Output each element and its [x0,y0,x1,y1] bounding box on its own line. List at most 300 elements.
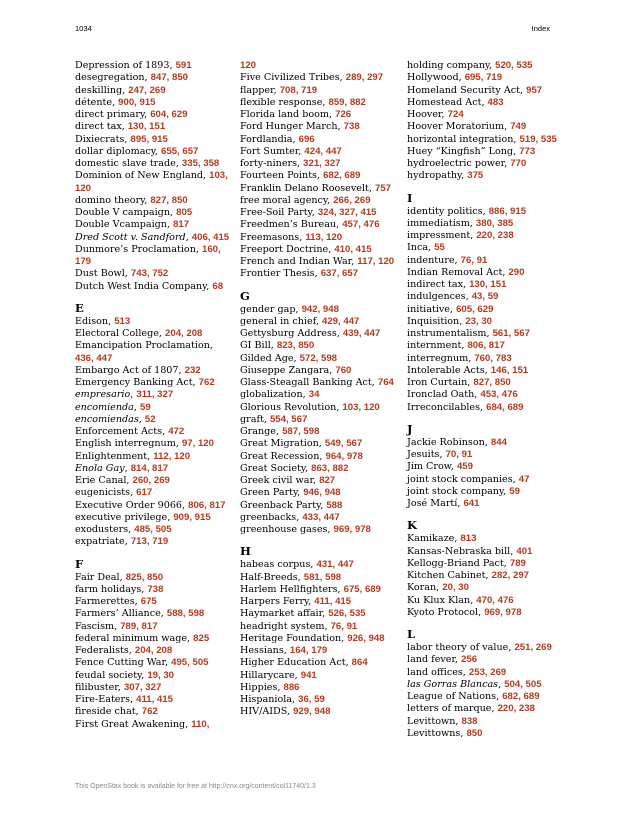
page-reference-link[interactable]: 519, 535 [519,133,557,145]
page-reference-link[interactable]: 290 [508,266,525,278]
page-reference-link[interactable]: 251, 269 [514,642,552,653]
page-reference-link[interactable]: 20, 30 [442,582,469,594]
page-reference-link[interactable]: 256 [461,654,478,666]
page-reference-link[interactable]: 859, 882 [328,96,366,108]
page-reference-link[interactable]: 827, 850 [150,194,188,206]
page-reference-link[interactable]: 247, 269 [128,84,166,96]
index-entry [75,512,231,524]
page-reference-link[interactable]: 485, 505 [134,524,172,535]
index-term: Irreconcilables, [407,401,487,413]
page-reference-link[interactable]: 411, 415 [314,596,352,607]
page-reference-link[interactable]: 806, 817 [188,499,226,511]
page-reference-link[interactable]: 900, 915 [118,96,156,108]
index-entry [75,451,231,463]
index-entry [240,316,400,328]
index-term: French and Indian War, [240,256,358,267]
index-entry [240,170,400,182]
page-reference-link[interactable]: 572, 598 [299,352,338,364]
index-term: forty-niners, [240,158,304,169]
page-reference-link[interactable]: 762 [198,377,215,388]
page-reference-link[interactable]: 76, 91 [330,620,358,632]
index-term: Florida land boom, [240,109,336,120]
page-reference-link[interactable]: 708, 719 [279,84,318,96]
index-letter-heading: I [407,190,413,205]
index-term: Frontier Thesis, [240,268,321,280]
page-reference-link[interactable]: 76, 91 [460,254,488,266]
page-reference-link[interactable]: 587, 598 [282,426,320,437]
page-reference-link[interactable]: 103, 120 [342,401,380,413]
page-reference-link[interactable]: 814, 817 [130,462,169,474]
index-entry [75,438,231,450]
index-entry [240,377,400,389]
page-reference-link[interactable]: 110, [191,718,210,730]
index-term: Inquisition, [407,315,466,327]
index-term: Great Society, [240,462,312,474]
index-separator: , [138,413,145,425]
index-term: Koran, [407,582,443,594]
page-reference-link[interactable]: 757 [374,182,391,194]
index-term: Dixiecrats, [75,133,131,145]
page-reference-link[interactable]: 19, 30 [147,669,174,681]
index-term: Freeport Doctrine, [240,243,335,255]
index-term: Dunmore’s Proclamation, [75,243,202,255]
page-reference-link[interactable]: 749 [510,121,527,133]
index-term: Fort Sumter, [240,145,305,157]
index-entry [75,524,231,536]
page-reference-link[interactable]: 825, 850 [125,571,164,583]
index-term: habeas corpus, [240,559,317,571]
index-term: Double V campaign, [75,207,177,218]
index-entry [407,402,559,414]
index-term: Fence Cutting War, [75,657,172,669]
page-reference-link[interactable]: 773 [519,145,536,157]
page-reference-link[interactable]: 70, 91 [445,449,473,460]
index-entry [240,85,400,97]
page-reference-link[interactable]: 289, 297 [345,72,384,84]
page-reference-link[interactable]: 146, 151 [490,364,529,376]
index-term: Hoover, [407,109,448,120]
index-term: Ford Hunger March, [240,121,344,133]
index-entry [407,146,559,158]
page-reference-link[interactable]: 806, 817 [467,340,505,352]
page-reference-link[interactable]: 549, 567 [324,438,363,450]
page-reference-link[interactable]: 260, 269 [132,475,170,486]
index-letter-heading: J [407,421,413,436]
index-entry [407,498,559,510]
page-reference-link[interactable]: 724 [447,109,464,120]
index-term: joint stock company, [407,485,510,497]
page-reference-link[interactable]: 112, 120 [153,450,191,462]
page-reference-link[interactable]: 617 [136,487,153,499]
index-entry [407,365,559,377]
page-reference-link[interactable]: 682, 689 [502,691,540,702]
page-title: Index [531,24,550,33]
index-term: eugenicists, [75,487,137,499]
index-entry [407,340,559,352]
index-term: Dominion of New England, [75,170,210,182]
index-term: Kyoto Protocol, [407,606,485,618]
page-reference-link[interactable]: 117, 120 [357,256,395,267]
page-reference-link[interactable]: 424, 447 [304,145,342,157]
page-reference-link[interactable]: 59 [140,401,151,413]
index-letter-heading: H [240,544,251,559]
index-entry [407,304,559,316]
index-entry [75,536,231,548]
index-term: gender gap, [240,303,302,315]
page-reference-link[interactable]: 655, 657 [161,145,199,157]
page-reference-link[interactable]: 55 [434,242,445,254]
index-entry [240,414,400,426]
index-entry [407,85,559,97]
index-term: Kansas-Nebraska bill, [407,545,517,557]
page-reference-link[interactable]: 764 [377,377,394,388]
index-entry [75,719,231,731]
index-entry [240,572,400,584]
page-reference-link[interactable]: 957 [526,84,543,96]
index-separator: , [124,462,131,474]
index-term: initiative, [407,303,457,315]
index-entry [407,533,559,545]
index-entry [75,170,231,195]
page-reference-link[interactable]: 588, 598 [166,608,205,620]
page-reference-link[interactable]: 429, 447 [322,315,360,327]
page-reference-link[interactable]: 23, 30 [465,315,493,327]
page-reference-link[interactable]: 459 [456,461,473,473]
page-reference-link[interactable]: 886 [283,681,300,693]
index-entry [240,256,400,268]
page-reference-link[interactable]: 43, 59 [471,291,499,303]
index-entry [240,219,400,231]
index-term: Hillarycare, [240,669,301,681]
page-reference-link[interactable]: 204, 208 [165,328,203,339]
page-reference-link[interactable]: 805 [176,207,193,218]
index-entry [75,670,231,682]
index-entry [75,60,231,72]
index-term: Giuseppe Zangara, [240,364,336,376]
page-reference-link[interactable]: 472 [168,426,185,437]
page-reference-link[interactable]: 253, 269 [468,666,507,678]
index-entry [407,642,559,654]
index-term: Hessians, [240,645,290,656]
index-entry [75,121,231,133]
page-reference-link[interactable]: 941 [300,669,317,681]
page-reference-link[interactable]: 52 [144,413,156,425]
index-entry [240,463,400,475]
index-entry [407,691,559,703]
page-reference-link[interactable]: 738 [343,121,360,133]
page-reference-link[interactable]: 113, 120 [305,231,343,243]
page-reference-link[interactable]: 760 [335,364,352,376]
index-entry [240,451,400,463]
page-footer: This OpenStax book is available for free at http://cnx.org/content/col11740/1.3 [75,783,316,790]
page-reference-link[interactable]: 59 [509,485,520,497]
index-term: Ku Klux Klan, [407,594,477,606]
index-term: Greek civil war, [240,475,320,486]
page-reference-link[interactable]: 130, 151 [469,279,507,290]
index-term: Kamikaze, [407,533,461,545]
page-reference-link[interactable]: 307, 327 [123,681,162,693]
page-reference-link[interactable]: 789, 817 [120,620,158,632]
index-entry [75,97,231,109]
page-reference-link[interactable]: 770 [510,158,527,169]
page-reference-link[interactable]: 695, 719 [464,72,503,84]
page-reference-link[interactable]: 738 [147,583,164,595]
page-reference-link[interactable]: 964, 978 [325,450,363,462]
index-term: fireside chat, [75,706,142,718]
index-term: Dred Scott v. Sandford [75,231,186,243]
index-term: immediatism, [407,217,476,229]
index-entry [75,621,231,633]
page-reference-link[interactable]: 401 [516,545,533,557]
index-column-2 [240,60,400,719]
page-reference-link[interactable]: 164, 179 [289,645,328,656]
index-term: instrumentalism, [407,328,493,339]
page-reference-link[interactable]: 743, 752 [130,268,169,280]
index-entry [75,475,231,487]
index-term: Gettysburg Address, [240,328,343,339]
page-reference-link[interactable]: 495, 505 [171,657,209,669]
page-reference-link[interactable]: 637, 657 [320,268,359,280]
page-reference-link[interactable]: 130, 151 [127,121,166,133]
page-reference-link[interactable]: 380, 385 [475,217,514,229]
page-reference-link[interactable]: 591 [175,60,192,71]
page-reference-link[interactable]: 431, 447 [316,559,354,571]
page-reference-link[interactable]: 457, 476 [342,219,380,231]
page-reference-link[interactable]: 684, 689 [486,401,524,413]
page-reference-link[interactable]: 282, 297 [491,570,529,581]
index-term: Indian Removal Act, [407,266,509,278]
index-entry [407,486,559,498]
index-term: Freedmen’s Bureau, [240,219,343,231]
index-term: Iron Curtain, [407,377,474,388]
page-reference-link[interactable]: 909, 915 [173,511,211,523]
page-reference-link[interactable]: 789 [509,557,526,569]
page-reference-link[interactable]: 311, 327 [136,389,174,401]
index-entry [407,158,559,170]
index-term: empresario [75,389,131,401]
page-reference-link[interactable]: 813 [460,533,477,545]
index-term: HIV/AIDS, [240,706,294,718]
index-term: dollar diplomacy, [75,145,162,157]
index-term: internment, [407,340,468,352]
index-entry [407,570,559,582]
index-term: identity politics, [407,205,489,217]
page-reference-link[interactable]: 526, 535 [328,608,366,620]
page-reference-link[interactable]: 470, 476 [476,594,514,606]
page-reference-link[interactable]: 321, 327 [303,158,341,169]
page-reference-link[interactable]: 847, 850 [150,72,189,84]
page-reference-link[interactable]: 588 [326,499,343,511]
index-term: Free-Soil Party, [240,207,318,218]
page-reference-link[interactable]: 604, 629 [150,109,188,120]
page-reference-link[interactable]: 895, 915 [130,133,168,145]
page-reference-link[interactable]: 864 [351,657,368,669]
page-reference-link[interactable]: 324, 327, 415 [317,207,377,218]
page-reference-link[interactable]: 47 [518,473,530,485]
index-entry [240,146,400,158]
page-reference-link[interactable]: 160, 179 [75,243,221,267]
index-entry [407,60,559,72]
index-term: Enforcement Acts, [75,426,169,437]
page-reference-link[interactable]: 863, 882 [311,462,349,474]
page-reference-link[interactable]: 335, 358 [181,158,220,169]
index-entry [75,694,231,706]
index-entry [240,304,400,316]
page-reference-link[interactable]: 433, 447 [302,511,340,523]
index-entry [407,595,559,607]
page-reference-link[interactable]: 554, 567 [269,413,308,425]
page-reference-link[interactable]: 969, 978 [484,606,522,618]
index-term: feudal society, [75,669,148,681]
page-reference-link[interactable]: 36, 59 [298,694,325,705]
index-entry [75,195,231,207]
page-reference-link[interactable]: 605, 629 [456,303,494,315]
index-entry [240,134,400,146]
page-reference-link[interactable]: 266, 269 [333,194,371,206]
index-term: League of Nations, [407,691,503,702]
page-reference-link[interactable]: 453, 476 [480,389,518,401]
index-entry [240,389,400,401]
page-reference-link[interactable]: 406, 415 [191,231,230,243]
page-reference-link[interactable]: 232 [184,364,201,376]
index-term: greenhouse gases, [240,524,334,535]
index-entry [75,572,231,584]
index-term: holding company, [407,60,496,71]
index-entry [240,584,400,596]
page-reference-link[interactable]: 929, 948 [293,706,331,718]
index-term: joint stock companies, [407,473,519,485]
index-term: Erie Canal, [75,475,133,486]
page-reference-link[interactable]: 439, 447 [342,328,381,339]
index-term: land fever, [407,654,462,666]
index-entry [407,377,559,389]
index-term: Dust Bowl, [75,268,131,280]
index-term: Levittowns, [407,727,467,739]
page-reference-link[interactable]: 926, 948 [347,632,385,644]
page-reference-link[interactable]: 682, 689 [323,170,361,182]
index-entry [75,487,231,499]
index-entry [240,72,400,84]
page-reference-link[interactable]: 827, 850 [473,377,511,388]
page-reference-link[interactable]: 817 [173,219,190,231]
page-reference-link[interactable]: 520, 535 [495,60,533,71]
index-entry [240,500,400,512]
index-term: Great Migration, [240,438,325,450]
page-reference-link[interactable]: 844 [490,436,507,448]
index-term: globalization, [240,389,309,401]
index-entry [240,487,400,499]
page-reference-link[interactable]: 410, 415 [334,243,372,255]
index-entry [240,706,400,718]
index-term: Great Recession, [240,450,326,462]
page-reference-link[interactable]: 713, 719 [130,536,169,548]
page-reference-link[interactable]: 220, 238 [476,230,514,241]
index-entry [240,365,400,377]
index-entry [75,146,231,158]
page-reference-link[interactable]: 641 [463,498,480,509]
page-reference-link[interactable]: 513 [114,315,131,327]
index-entry [75,657,231,669]
index-entry [75,340,231,365]
index-entry [407,255,559,267]
index-term: José Martí, [407,498,464,509]
index-term: Glorious Revolution, [240,401,343,413]
index-term: hydropathy, [407,170,468,182]
page-reference-link[interactable]: 220, 238 [497,703,535,715]
page-reference-link[interactable]: 375 [467,170,484,182]
index-term: Homestead Act, [407,96,488,108]
index-entry [240,633,400,645]
index-term: Freemasons, [240,231,306,243]
index-term: Fair Deal, [75,571,126,583]
page-reference-link[interactable]: 204, 208 [134,645,173,656]
index-term: filibuster, [75,681,124,693]
page-reference-link[interactable]: 581, 598 [303,571,342,583]
index-entry [75,232,231,244]
index-entry [75,219,231,231]
page-reference-link[interactable]: 504, 505 [504,678,542,690]
page-reference-link[interactable]: 561, 567 [492,328,530,339]
page-reference-link[interactable]: 850 [466,727,483,739]
page-reference-link[interactable]: 675, 689 [343,583,381,595]
index-term: indenture, [407,254,461,266]
page-reference-link[interactable]: 762 [141,706,158,718]
page-reference-link[interactable]: 825 [193,632,210,644]
page-reference-link[interactable]: 103, 120 [75,170,228,194]
page-reference-link[interactable]: 823, 850 [276,340,315,352]
page-reference-link[interactable]: 726 [335,109,352,120]
index-entry [75,645,231,657]
index-entry [407,121,559,133]
index-term: Glass-Steagall Banking Act, [240,377,378,388]
index-term: Fire-Eaters, [75,694,137,705]
index-term: Double Vcampaign, [75,219,174,231]
index-term: Grange, [240,426,283,437]
page-reference-link[interactable]: 760, 783 [474,352,512,364]
page-reference-link[interactable]: 34 [308,389,320,401]
page-reference-link[interactable]: 827 [319,475,336,486]
page-reference-link[interactable]: 411, 415 [136,694,173,705]
page-reference-link[interactable]: 675 [140,596,157,607]
index-term: Huey “Kingfish” Long, [407,145,520,157]
page-reference-link[interactable]: 946, 948 [303,487,341,499]
index-entry [407,461,559,473]
index-entry [75,608,231,620]
page-reference-link[interactable]: 68 [212,280,224,292]
index-term: Franklin Delano Roosevelt, [240,182,375,194]
index-entry [75,72,231,84]
page-reference-link[interactable]: 696 [298,133,315,145]
index-entry [75,706,231,718]
page-reference-link[interactable]: 838 [461,715,478,727]
index-term: Executive Order 9066, [75,499,189,511]
page-reference-link[interactable]: 942, 948 [301,303,339,315]
page-reference-link[interactable]: 97, 120 [181,438,214,450]
index-entry [407,703,559,715]
page-reference-link[interactable]: 436, 447 [75,352,113,364]
page-reference-link[interactable]: 483 [487,96,504,108]
page-reference-link[interactable]: 886, 915 [488,205,527,217]
index-term: flapper, [240,84,280,96]
page-reference-link[interactable]: 120 [240,60,257,71]
index-letter-heading: E [75,300,84,315]
index-term: Hollywood, [407,72,465,84]
index-term: hydroelectric power, [407,158,511,169]
page-reference-link[interactable]: 969, 978 [333,524,371,535]
index-term: Half-Breeds, [240,571,304,583]
index-entry [240,183,400,195]
index-letter-heading: G [240,288,250,303]
